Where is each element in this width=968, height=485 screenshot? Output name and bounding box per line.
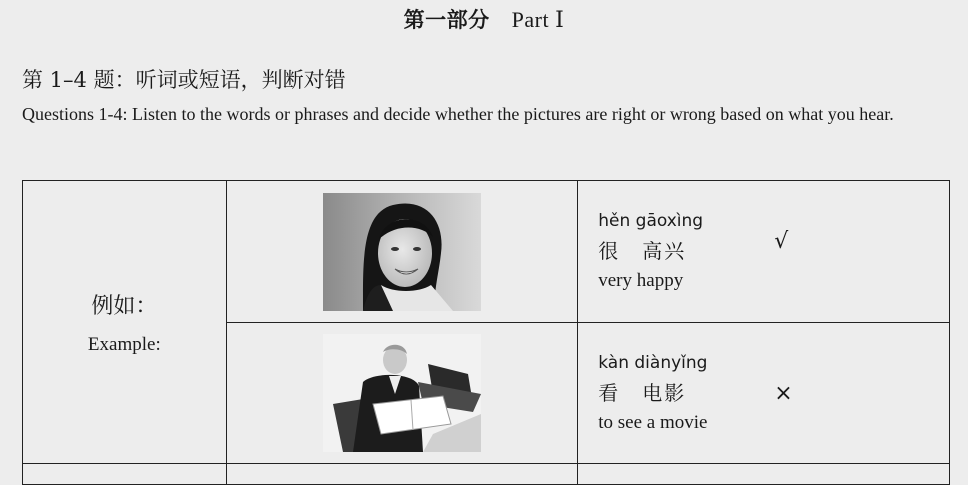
smiling-woman-photo: [323, 193, 481, 311]
answer-cell: [578, 181, 950, 323]
hanzi-text: 很 高兴: [598, 239, 687, 263]
cross-icon: ×: [774, 381, 793, 406]
instructions-english: Questions 1-4: Listen to the words or phrases and decide whether the pictures are right or wrong based on what you hear.: [22, 104, 894, 124]
example-label-chinese: 例如：: [91, 293, 158, 319]
man-reading-papers-photo: [323, 334, 481, 452]
example-label-cell: [23, 181, 227, 464]
part-title-chinese: 第一部分: [403, 8, 490, 32]
part-title-english: Part Ⅰ: [511, 7, 565, 32]
picture-cell: [226, 181, 578, 323]
next-row: [23, 464, 950, 485]
empty-cell: [578, 464, 950, 485]
empty-cell: [226, 464, 578, 485]
example-label-english: Example:: [87, 333, 161, 355]
checkmark-icon: √: [774, 229, 789, 254]
pinyin-text: kàn diànyǐng: [598, 352, 708, 373]
english-gloss: very happy: [598, 270, 684, 291]
answer-cell: [578, 323, 950, 464]
picture-cell: [226, 323, 578, 464]
english-gloss: to see a movie: [598, 411, 708, 433]
example-row: [23, 181, 950, 323]
instructions-chinese: 第 1–4 题：听词或短语，判断对错: [22, 68, 346, 92]
pinyin-text: hěn gāoxìng: [598, 211, 704, 231]
hanzi-text: 看 电影: [598, 380, 687, 405]
part-title: [0, 4, 968, 34]
empty-cell: [23, 464, 227, 485]
example-table: [22, 180, 950, 485]
